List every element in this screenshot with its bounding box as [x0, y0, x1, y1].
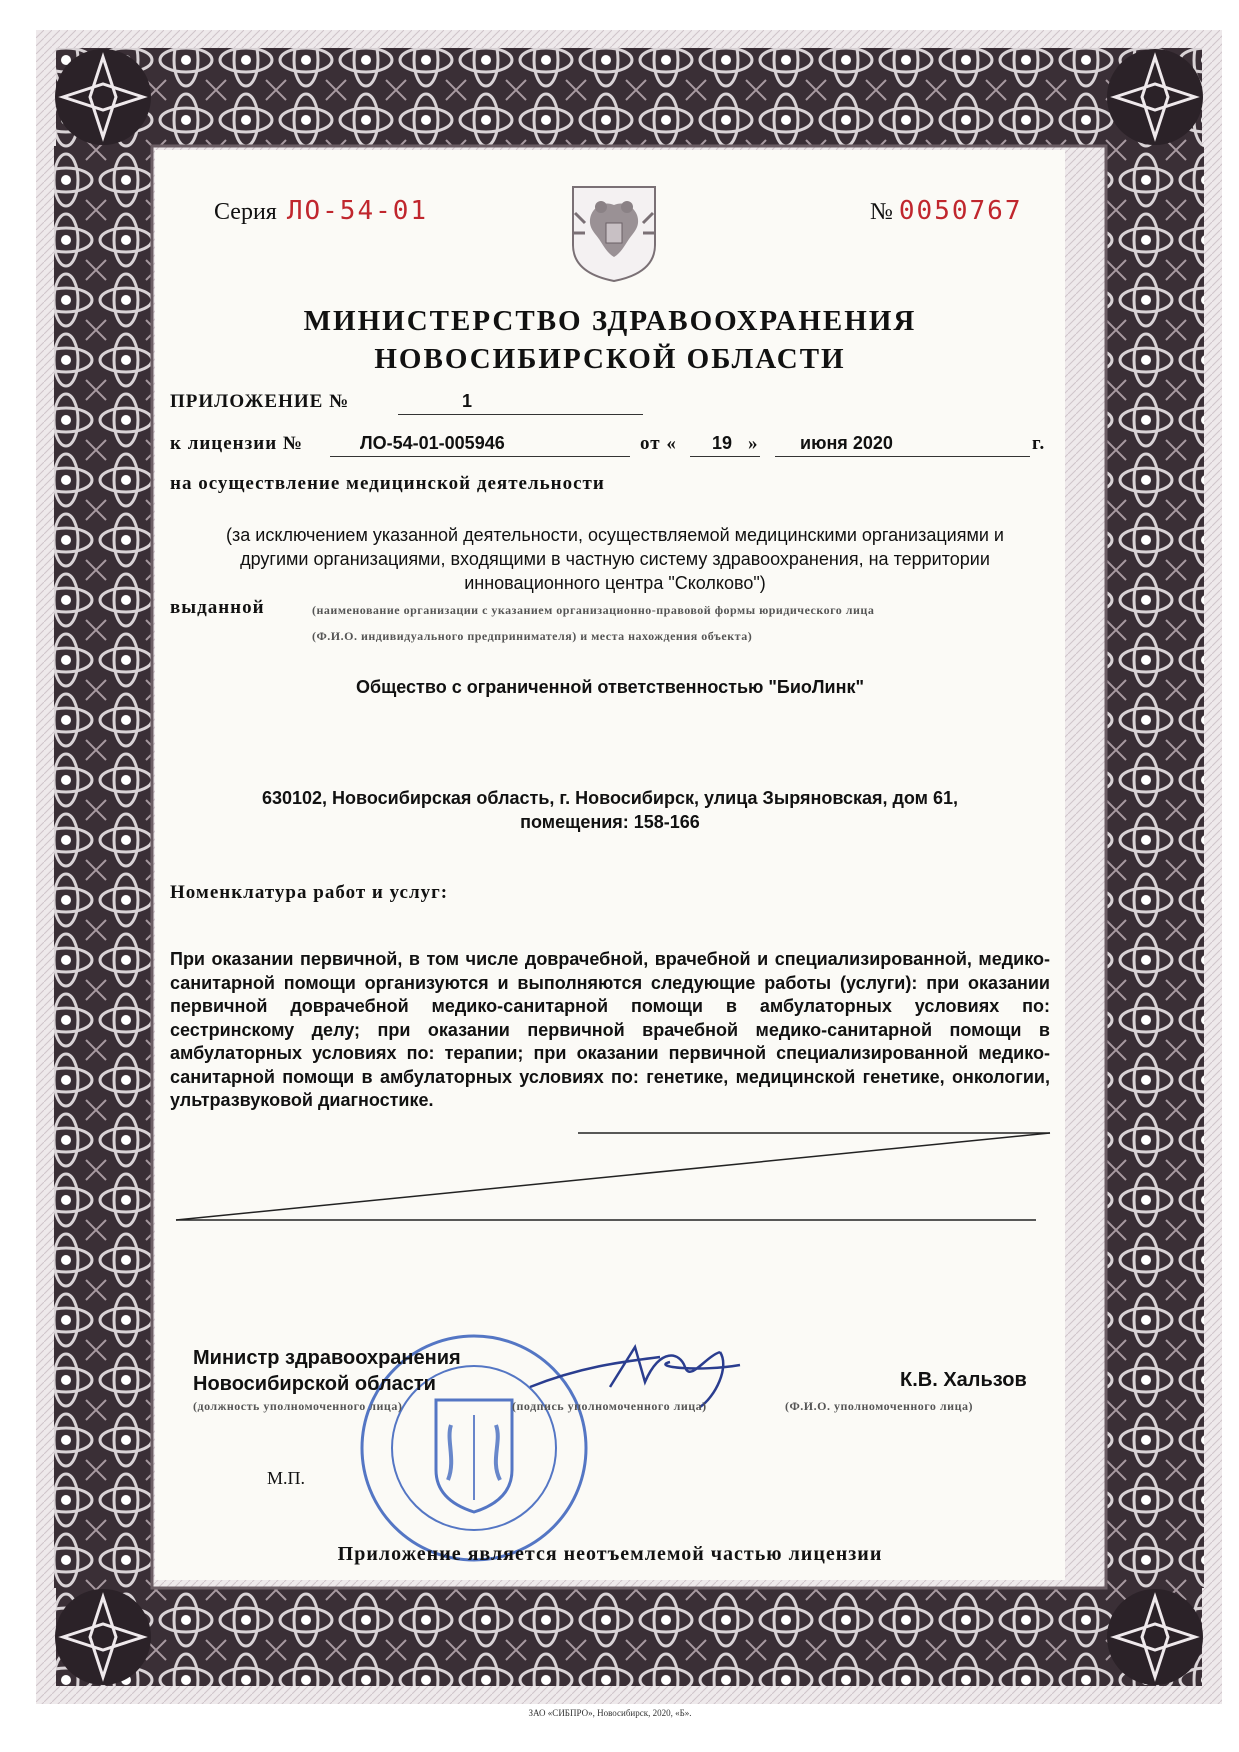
- signature-hint: (подпись уполномоченного лица): [512, 1399, 707, 1413]
- services-label: Номенклатура работ и услуг:: [170, 882, 449, 903]
- date-quote-close: »: [748, 433, 759, 454]
- date-from-label: от «: [640, 433, 677, 454]
- title-line-2: НОВОСИБИРСКОЙ ОБЛАСТИ: [374, 343, 846, 375]
- address-line-1: 630102, Новосибирская область, г. Новосибирск, улица Зыряновская, дом 61,: [261, 788, 958, 808]
- number-sign: №: [870, 199, 893, 225]
- license-label: к лицензии №: [170, 433, 304, 454]
- issued-hint-1: (наименование организации с указанием организационно-правовой формы юридического лица: [312, 603, 875, 617]
- license-month-year: июня 2020: [800, 433, 893, 453]
- license-number-underline: [330, 456, 630, 457]
- signer-name: К.В. Хальзов: [900, 1369, 1027, 1391]
- license-day: 19: [712, 433, 733, 453]
- position-line-1: Министр здравоохранения: [193, 1347, 461, 1369]
- ministry-title: [155, 302, 1065, 378]
- license-number: ЛО-54-01-005946: [360, 433, 505, 453]
- series-value: ЛО-54-01: [286, 196, 429, 226]
- blank-strike-lines: [168, 1128, 1058, 1226]
- coat-of-arms-icon: [565, 183, 663, 283]
- organization-address: [155, 786, 1065, 834]
- day-underline: [690, 456, 760, 457]
- services-text: При оказании первичной, в том числе доврачебной, врачебной и специализированной, медико-санитарной помощи организуются и выполняются следующие работы (услуги): при оказании первичной доврачебной медико-санитарной помощи в амбулаторных условиях по: сестринскому делу; при оказании первичной врачебной медико-санитарной помощи в амбулаторных условиях по: терапии; при оказании первичной специализированной медико-санитарной помощи в амбулаторных условиях по: генетике, медицинской генетике, онкологии, ультразвуковой диагностике.: [170, 949, 1050, 1110]
- activity-label: на осуществление медицинской деятельности: [170, 473, 605, 494]
- activity-note: (за исключением указанной деятельности, осуществляемой медицинскими организациями и другими организациями, входящими в частную систему здравоохранения, на территории инновационного центра "Сколково"): [226, 525, 1004, 593]
- series-text: Серия: [214, 199, 277, 225]
- stamp-place-label: М.П.: [267, 1468, 306, 1488]
- signer-position: [193, 1345, 461, 1397]
- appendix-underline: [398, 414, 643, 415]
- issued-hint-2: (Ф.И.О. индивидуального предпринимателя) и места нахождения объекта): [312, 629, 753, 643]
- month-underline: [775, 456, 1030, 457]
- series-label: [214, 196, 428, 226]
- printer-imprint: ЗАО «СИБПРО», Новосибирск, 2020, «Б».: [528, 1708, 692, 1718]
- title-line-1: МИНИСТЕРСТВО ЗДРАВООХРАНЕНИЯ: [303, 305, 917, 337]
- appendix-number: 1: [462, 391, 473, 411]
- position-line-2: Новосибирской области: [193, 1373, 436, 1395]
- organization-name: Общество с ограниченной ответственностью "БиоЛинк": [355, 677, 865, 697]
- issued-label: выданной: [170, 597, 265, 618]
- year-suffix: г.: [1032, 433, 1046, 454]
- appendix-footer-note: Приложение является неотъемлемой частью лицензии: [337, 1543, 883, 1565]
- address-line-2: помещения: 158-166: [520, 812, 700, 832]
- name-hint: (Ф.И.О. уполномоченного лица): [785, 1399, 973, 1413]
- appendix-label: ПРИЛОЖЕНИЕ №: [170, 391, 350, 412]
- number-value: 0050767: [898, 196, 1023, 226]
- number-label: [870, 196, 1022, 226]
- position-hint: (должность уполномоченного лица): [193, 1399, 403, 1413]
